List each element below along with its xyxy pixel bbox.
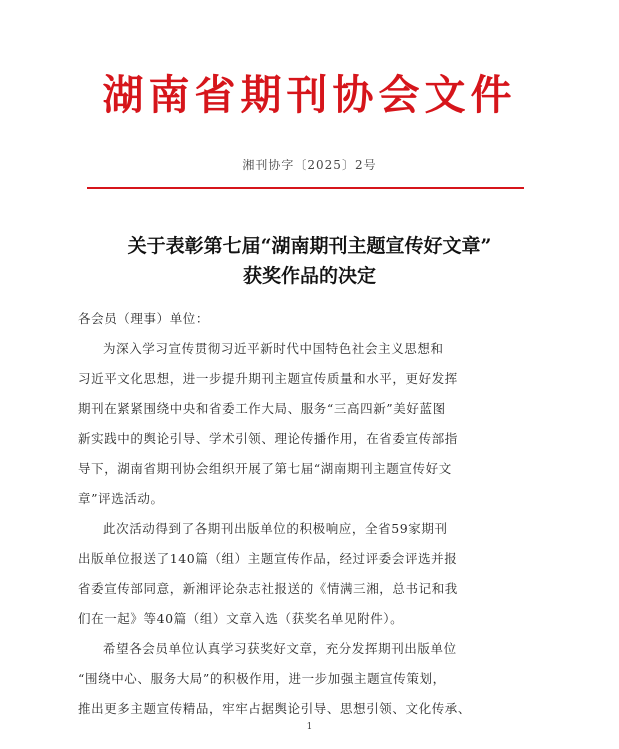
document-title-line-2: 获奖作品的决定 (242, 265, 376, 287)
body-line: 们在一起》等40篇（组）文章入选（获奖名单见附件）。 (78, 611, 404, 626)
body-line: 推出更多主题宣传精品，牢牢占据舆论引导、思想引领、文化传承、 (78, 701, 472, 716)
body-line: 出版单位报送了140篇（组）主题宣传作品，经过评委会评选并报 (78, 551, 458, 566)
masthead-title: 湖南省期刊协会文件 (102, 71, 517, 119)
body-line: 省委宣传部同意，新湘评论杂志社报送的《情满三湘，总书记和我 (78, 581, 458, 596)
body-line: 习近平文化思想，进一步提升期刊主题宣传质量和水平，更好发挥 (78, 371, 458, 386)
body-line: 为深入学习宣传贯彻习近平新时代中国特色社会主义思想和 (103, 341, 444, 356)
document-title-line-1: 关于表彰第七届“湖南期刊主题宣传好文章” (127, 235, 492, 257)
body-line: 新实践中的舆论引导、学术引领、理论传播作用，在省委宣传部指 (78, 431, 458, 446)
body-line: 此次活动得到了各期刊出版单位的积极响应，全省59家期刊 (103, 521, 448, 536)
body-line: 章”评选活动。 (78, 491, 164, 506)
page-number: 1 (306, 722, 313, 732)
document-number: 湘刊协字〔2025〕2号 (242, 158, 377, 172)
red-divider-line (87, 187, 524, 189)
body-line: 希望各会员单位认真学习获奖好文章，充分发挥期刊出版单位 (103, 641, 457, 656)
body-line: 期刊在紧紧围绕中央和省委工作大局、服务“三高四新”美好蓝图 (78, 401, 446, 416)
salutation: 各会员（理事）单位： (78, 311, 210, 326)
body-line: “围绕中心、服务大局”的积极作用，进一步加强主题宣传策划， (78, 671, 446, 686)
body-line: 导下，湖南省期刊协会组织开展了第七届“湖南期刊主题宣传好文 (78, 461, 452, 476)
